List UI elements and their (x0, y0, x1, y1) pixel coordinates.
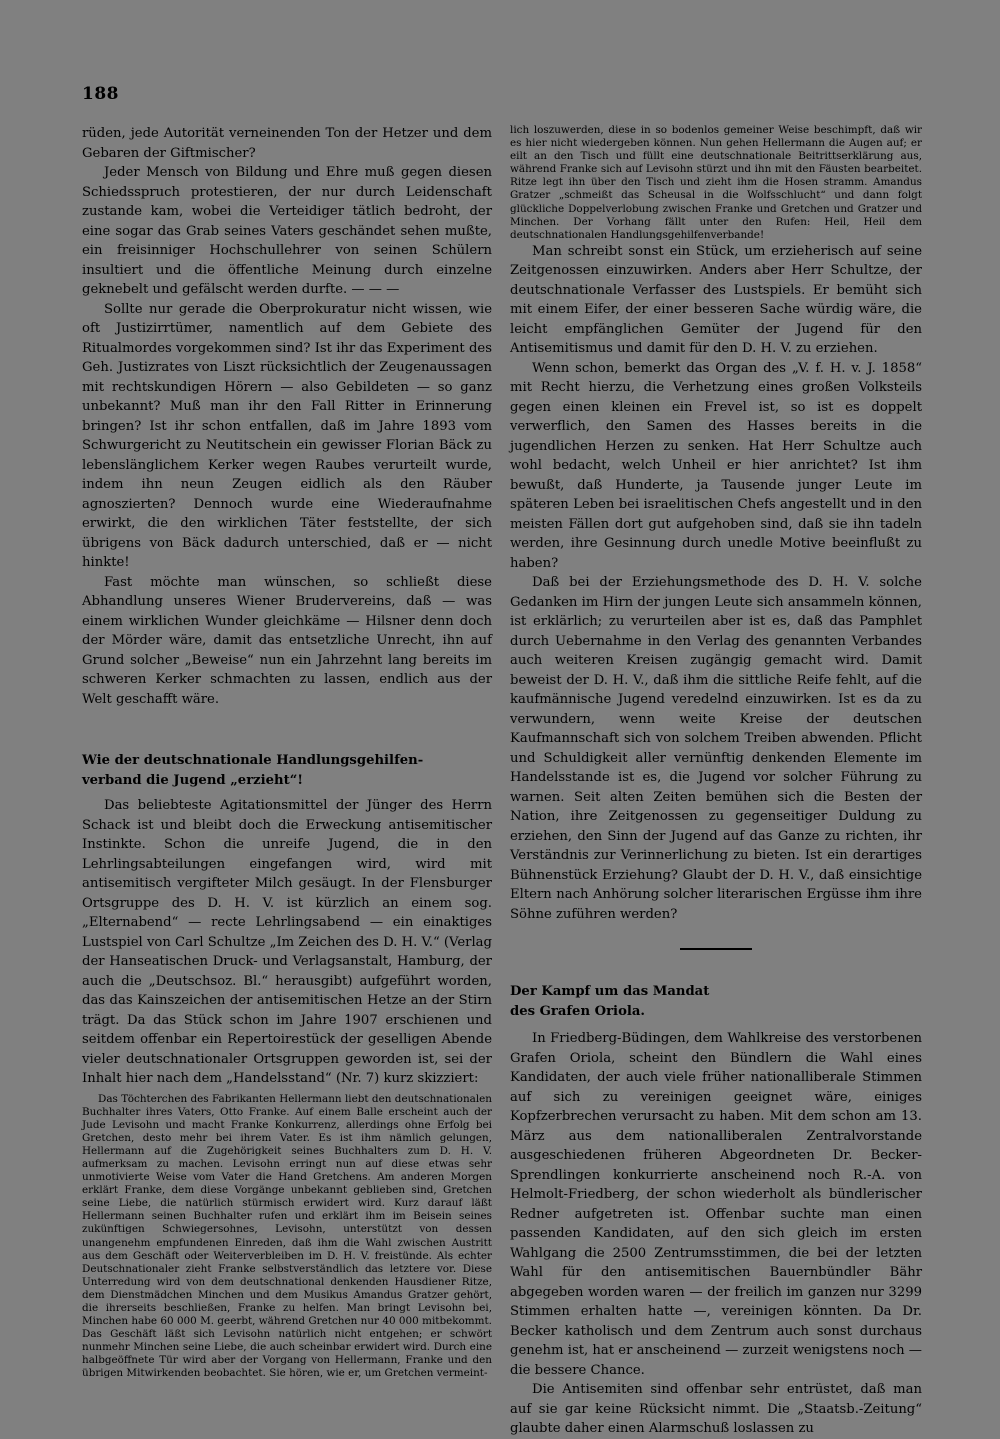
paragraph: Sollte nur gerade die Oberprokuratur nicht wissen, wie oft Justizirrtümer, namentlich auf dem Gebiete des Ritualmordes vorgekommen sind? Ist ihr das Experiment des Geh. Justizrates von Liszt rücksichtlich der Zeugenaussagen mit rechtskundigen Hörern — also Gebildeten — so ganz unbekannt? Muß man ihr den Fall Ritter in Erinnerung bringen? Ist ihr schon entfallen, daß im Jahre 1893 vom Schwurgericht zu Neutitschein ein gewisser Florian Bäck zu lebenslänglichem Kerker wegen Raubes verurteilt wurde, indem ihn neun Zeugen eidlich als den Räuber agnoszierten? Dennoch wurde eine Wiederaufnahme erwirkt, die den wirklichen Täter feststellte, der sich übrigens von Bäck dadurch unterschied, daß er — nicht hinkte! (82, 301, 492, 570)
paragraph: Die Antisemiten sind offenbar sehr entrüstet, daß man auf sie gar keine Rücksicht nimmt. Die „Staatsb.-Zeitung“ glaubte daher einen Alarmschuß loslassen zu (510, 1382, 922, 1437)
paragraph: Jeder Mensch von Bildung und Ehre muß gegen diesen Schiedsspruch protestieren, der nur durch Leidenschaft zustande kam, wobei die Verteidiger tätlich bedroht, der eine sogar das Grab seines Vaters geschändet sehen mußte, ein freisinniger Hochschullehrer von seinen Schülern insultiert und die öffentliche Meinung durch einzelne geknebelt und gefälscht werden durfte. — — — (82, 165, 492, 297)
article-heading (82, 751, 492, 790)
heading-line: des Grafen Oriola. (510, 1003, 646, 1019)
play-summary: Das Töchterchen des Fabrikanten Hellermann liebt den deutschnationalen Buchhalter ihres Vaters, Otto Franke. Auf einem Balle erscheint auch der Jude Levisohn und macht Franke Konkurrenz, allerdings ohne Erfolg bei Gretchen, desto mehr bei ihrem Vater. Es ist ihm nämlich gelungen, Hellermann auf die Zugehörigkeit seines Buchhalters zum D. H. V. aufmerksam zu machen. Levisohn erringt nun auf diese etwas sehr unmotivierte Weise vom Vater die Hand Gretchens. Am anderen Morgen erklärt Franke, dem diese Vorgänge unbekannt geblieben sind, Gretchen seine Liebe, die natürlich stürmisch erwidert wird. Kurz darauf läßt Hellermann seinen Buchhalter rufen und erklärt ihm im Beisein seines zukünftigen Schwiegersohnes, Levisohn, unterstützt von dessen unangenehm empfundenen Einreden, daß ihm die Wahl zwischen Austritt aus dem Geschäft oder Weiterverbleiben im D. H. V. freistünde. Als echter Deutschnationaler zieht Franke selbstverständlich das letztere vor. Diese Unterredung wird von dem deutschnational denkenden Hausdiener Ritze, dem Dienstmädchen Minchen und dem Musikus Amandus Gratzer gehört, die ihrerseits beschließen, Franke zu helfen. Man bringt Levisohn bei, Minchen habe 60 000 M. geerbt, während Gretchen nur 40 000 mitbekommt. Das Geschäft läßt sich Levisohn natürlich nicht entgehen; er schwört nunmehr Minchen seine Liebe, die auch scheinbar erwidert wird. Durch eine halbgeöffnete Tür wird aber der Vorgang von Hellermann, Franke und den übrigen Mitwirkenden beobachtet. Sie hören, wie er, um Gretchen vermeint- (82, 1092, 492, 1380)
paragraph: Wenn schon, bemerkt das Organ des „V. f. H. v. J. 1858“ mit Recht hierzu, die Verhetzung eines großen Volksteils gegen einen kleinen ein Frevel ist, so ist es doppelt verwerflich, den Samen des Hasses bereits in die jugendlichen Herzen zu senken. Hat Herr Schultze auch wohl bedacht, welch Unheil er hier anrichtet? Ist ihm bewußt, daß Hunderte, ja Tausende junger Leute im späteren Leben bei israelitischen Chefs angestellt und in den meisten Fällen dort gut aufgehoben sind, daß sie ihn tadeln werden, ihre Gesinnung durch unedle Motive beeinflußt zu haben? (510, 360, 922, 571)
paragraph: rüden, jede Autorität verneinenden Ton der Hetzer und dem Gebaren der Giftmischer? (82, 126, 492, 161)
heading-line: Wie der deutschnationale Handlungsgehilfen- (82, 753, 424, 768)
paragraph: Fast möchte man wünschen, so schließt diese Abhandlung unseres Wiener Brudervereins, daß — was einem wirklichen Wunder gleichkäme — Hilsner denn doch der Mörder wäre, damit das entsetzliche Unrecht, ihn auf Grund solcher „Beweise“ nun ein Jahrzehnt lang bereits im schweren Kerker schmachten zu lassen, endlich aus der Welt geschafft wäre. (82, 574, 492, 707)
heading-line: Der Kampf um das Mandat (510, 984, 710, 1000)
separator-rule (680, 948, 752, 950)
paragraph: Man schreibt sonst ein Stück, um erzieherisch auf seine Zeitgenossen einzuwirken. Anders aber Herr Schultze, der deutschnationale Verfasser des Lustspiels. Er bemüht sich mit einem Eifer, der einer besseren Sache würdig wäre, die leicht empfänglichen Gemüter der Jugend für den Antisemitismus und damit für den D. H. V. zu erziehen. (510, 243, 922, 357)
left-column (82, 124, 492, 1381)
right-column (510, 124, 922, 1439)
article-heading (510, 982, 922, 1021)
heading-line: verband die Jugend „erzieht“! (82, 772, 304, 788)
page-number: 188 (82, 84, 119, 104)
paragraph: Das beliebteste Agitationsmittel der Jünger des Herrn Schack ist und bleibt doch die Erweckung antisemitischer Instinkte. Schon die unreife Jugend, die in den Lehrlingsabteilungen eingefangen wird, wird mit antisemitisch vergifteter Milch gesäugt. In der Flensburger Ortsgruppe des D. H. V. ist kürzlich an einem sog. „Elternabend“ — recte Lehrlingsabend — ein einaktiges Lustspiel von Carl Schultze „Im Zeichen des D. H. V.“ (Verlag der Hanseatischen Druck- und Verlagsanstalt, Hamburg, der auch die „Deutschsoz. Bl.“ herausgibt) aufgeführt worden, das das Kainszeichen der antisemitischen Hetze an der Stirn trägt. Da das Stück schon im Jahre 1907 erschienen und seitdem offenbar ein Repertoirestück der geselligen Abende vieler deutschnationaler Ortsgruppen geworden ist, sei der Inhalt hier nach dem „Handelsstand“ (Nr. 7) kurz skizziert: (82, 798, 492, 1086)
play-summary-continued: lich loszuwerden, diese in so bodenlos gemeiner Weise beschimpft, daß wir es hier nicht wiedergeben können. Nun gehen Hellermann die Augen auf; er eilt an den Tisch und füllt eine deutschnationale Beitrittserklärung aus, während Franke sich auf Levisohn stürzt und ihn mit den Fäusten bearbeitet. Ritze legt ihn über den Tisch und zieht ihm die Hosen stramm. Amandus Gratzer „schmeißt das Scheusal in die Wolfsschlucht“ und dann folgt glückliche Doppelverlobung zwischen Franke und Gretchen und Gratzer und Minchen. Der Vorhang fällt unter den Rufen: Heil, Heil dem deutschnationalen Handlungsgehilfenverbande! (510, 124, 922, 241)
paragraph: In Friedberg-Büdingen, dem Wahlkreise des verstorbenen Grafen Oriola, scheint den Bündlern die Wahl eines Kandidaten, der auch viele früher nationalliberale Stimmen auf sich zu vereinigen geeignet wäre, einiges Kopfzerbrechen verursacht zu haben. Mit dem schon am 13. März aus dem nationalliberalen Zentralvorstande ausgeschiedenen früheren Abgeordneten Dr. Becker-Sprendlingen konkurrierte anscheinend noch R.-A. von Helmolt-Friedberg, der schon wiederholt als bündlerischer Redner aufgetreten ist. Offenbar suchte man einen passenden Kandidaten, auf den sich gleich im ersten Wahlgang die 2500 Zentrumsstimmen, die bei der letzten Wahl für den antisemitischen Bauernbündler Bähr abgegeben worden waren — der freilich im ganzen nur 3299 Stimmen erhalten hatte —, vereinigen könnten. Da Dr. Becker katholisch und dem Zentrum auch sonst durchaus genehm ist, hat er anscheinend — zurzeit wenigstens noch — die bessere Chance. (510, 1031, 922, 1378)
paragraph: Daß bei der Erziehungsmethode des D. H. V. solche Gedanken im Hirn der jungen Leute sich ansammeln können, ist erklärlich; zu verurteilen aber ist es, daß das Pamphlet durch Uebernahme in den Verlag des genannten Verbandes auch weiteren Kreisen zugängig gemacht wird. Damit beweist der D. H. V., daß ihm die sittliche Reife fehlt, auf die kaufmännische Jugend veredelnd einzuwirken. Ist es da zu verwundern, wenn weite Kreise der deutschen Kaufmannschaft sich von solchem Treiben abwenden. Pflicht und Schuldigkeit aller vernünftig denkenden Elemente im Handelsstande ist es, die Jugend vor solcher Führung zu warnen. Seit alten Zeiten bemühen sich die Besten der Nation, ihre Zeitgenossen zu gegenseitiger Duldung zu erziehen, den Sinn der Jugend auf das Ganze zu richten, ihr Verständnis zur Verinnerlichung zu bieten. Ist ein derartiges Bühnenstück Erziehung? Glaubt der D. H. V., daß einsichtige Eltern nach Anhörung solcher literarischen Ergüsse ihm ihre Söhne zuführen werden? (510, 575, 922, 922)
